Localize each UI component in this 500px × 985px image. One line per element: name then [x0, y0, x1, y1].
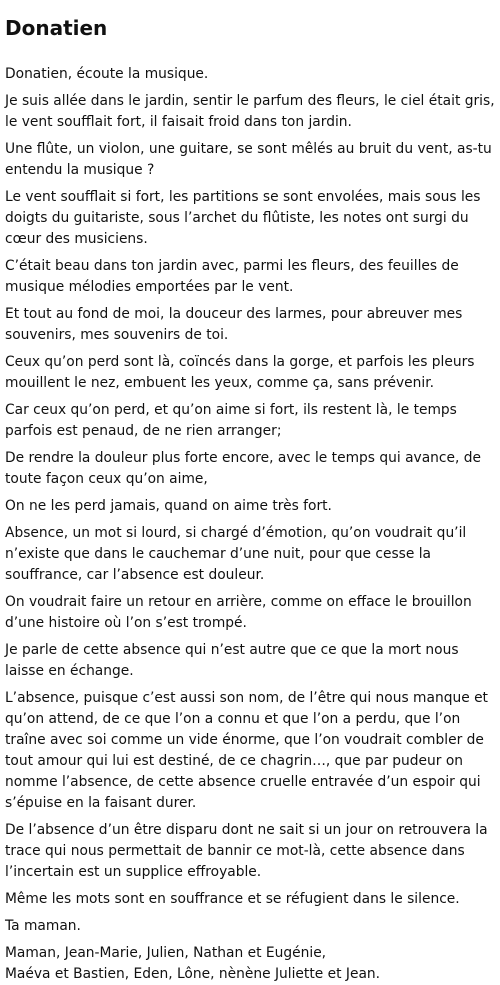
- poem-title: Donatien: [5, 16, 108, 40]
- poem-paragraph: Je parle de cette absence qui n’est autre que ce que la mort nous laisse en échange.: [5, 642, 459, 679]
- poem-paragraph: Le vent soufflait si fort, les partitions se sont envolées, mais sous les doigts du guitariste, sous l’archet du flûtiste, les notes ont surgi du cœur des musiciens.: [5, 189, 481, 247]
- poem-paragraph: Donatien, écoute la musique.: [5, 66, 209, 82]
- poem-paragraph: Ceux qu’on perd sont là, coïncés dans la gorge, et parfois les pleurs mouillent le nez, embuent les yeux, comme ça, sans prévenir.: [5, 354, 475, 391]
- poem-paragraph: C’était beau dans ton jardin avec, parmi les fleurs, des feuilles de musique mélodies emportées par le vent.: [5, 258, 459, 295]
- poem-closing: Ta maman.: [5, 918, 81, 934]
- poem-body: [5, 64, 496, 937]
- signature-line: Maman, Jean-Marie, Julien, Nathan et Eugénie,: [5, 945, 327, 961]
- poem-paragraph: De rendre la douleur plus forte encore, avec le temps qui avance, de toute façon ceux qu’on aime,: [5, 450, 481, 487]
- poem-paragraph: On voudrait faire un retour en arrière, comme on efface le brouillon d’une histoire où l’on s’est trompé.: [5, 594, 472, 631]
- poem-paragraph: Car ceux qu’on perd, et qu’on aime si fort, ils restent là, le temps parfois est penaud, de ne rien arranger;: [5, 402, 457, 439]
- poem-paragraph: Absence, un mot si lourd, si chargé d’émotion, qu’on voudrait qu’il n’existe que dans le cauchemar d’une nuit, pour que cesse la souffrance, car l’absence est douleur.: [5, 525, 467, 583]
- poem-paragraph: L’absence, puisque c’est aussi son nom, de l’être qui nous manque et qu’on attend, de ce que l’on a connu et que l’on a perdu, que l’on traîne avec soi comme un vide énorme, que l’on voudrait combler de tout amour qui lui est destiné, de ce chagrin…, que par pudeur on nomme l’absence, de cette absence cruelle entravée d’un espoir qui s’épuise en la faisant durer.: [5, 690, 488, 811]
- poem-paragraph: Je suis allée dans le jardin, sentir le parfum des fleurs, le ciel était gris, le vent soufflait fort, il faisait froid dans ton jardin.: [5, 93, 495, 130]
- poem-paragraph: De l’absence d’un être disparu dont ne sait si un jour on retrouvera la trace qui nous permettait de bannir ce mot-là, cette absence dans l’incertain est un supplice effroyable.: [5, 822, 488, 880]
- poem-paragraph: Même les mots sont en souffrance et se réfugient dans le silence.: [5, 891, 460, 907]
- signature-block: [5, 943, 496, 985]
- poem-paragraph: Une flûte, un violon, une guitare, se sont mêlés au bruit du vent, as-tu entendu la musique ?: [5, 141, 492, 178]
- signature-line: Maéva et Bastien, Eden, Lône, nènène Juliette et Jean.: [5, 966, 381, 982]
- poem-paragraph: Et tout au fond de moi, la douceur des larmes, pour abreuver mes souvenirs, mes souvenirs de toi.: [5, 306, 463, 343]
- poem-paragraph: On ne les perd jamais, quand on aime très fort.: [5, 498, 332, 514]
